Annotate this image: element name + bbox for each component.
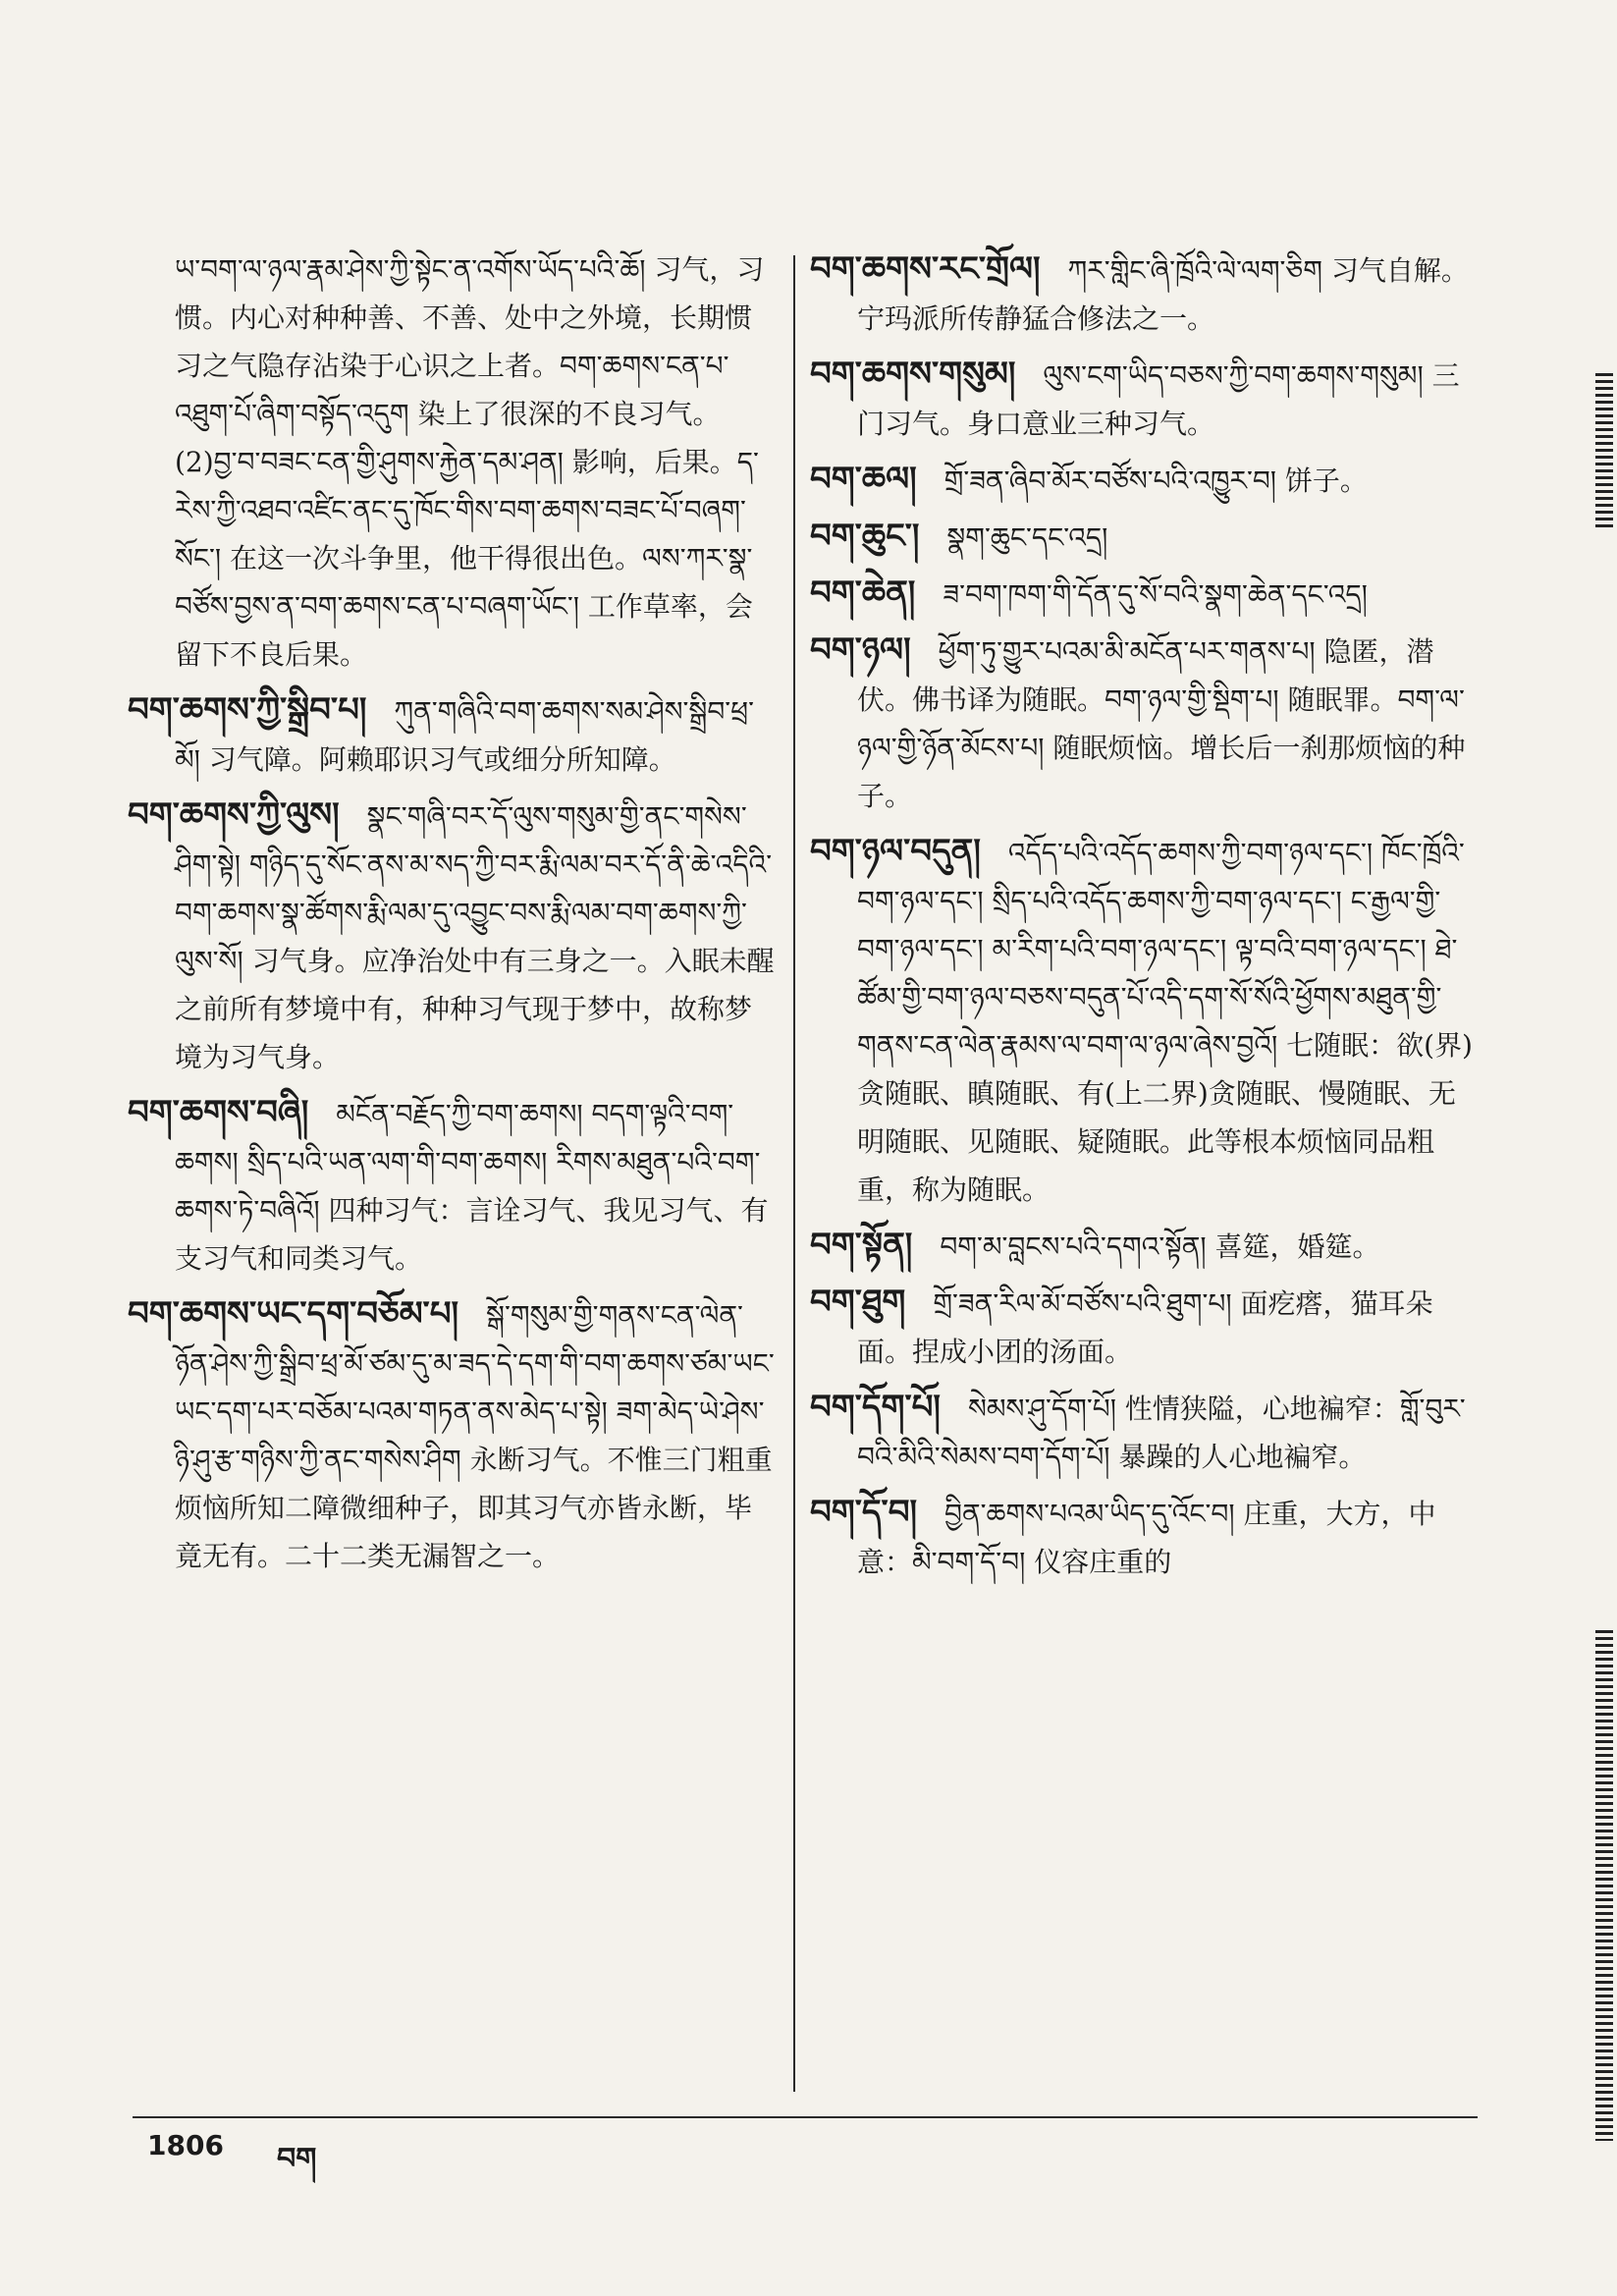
entry-headword: བག་ཆགས་བཞི། <box>128 1093 309 1132</box>
dictionary-entry <box>128 792 776 1081</box>
dictionary-entry <box>128 1290 776 1580</box>
entry-headword: བག་ཆགས་ཡང་དག་བཅོམ་པ། <box>128 1294 459 1334</box>
dictionary-entry <box>810 1222 1478 1271</box>
dictionary-entry <box>810 1279 1478 1376</box>
dictionary-entry <box>810 627 1478 820</box>
scan-margin-marks <box>1578 0 1617 2296</box>
dictionary-entry <box>128 686 776 784</box>
entry-definition: སྣག་ཆུང་དང་འདྲ། <box>946 521 1108 554</box>
entry-headword: བག་དོག་པོ། <box>810 1388 941 1427</box>
entry-headword: བག་ཉལ་བདུན། <box>810 832 981 871</box>
dictionary-entry <box>810 570 1478 619</box>
entry-definition: བག་མ་བླངས་པའི་དགའ་སྟོན། 喜筵，婚筵。 <box>940 1230 1380 1263</box>
dictionary-entry <box>810 1384 1478 1481</box>
entry-definition: མངོན་བརྗོད་ཀྱི་བག་ཆགས། བདག་ལྟའི་བག་ཆགས། སྲིད་པའི་ཡན་ལག་གི་བག་ཆགས། རིགས་མཐུན་པའི་བག་ཆགས་ཏེ་བཞིའོ། 四种习气：言诠习气、我见习气、有支习气和同类习气。 <box>175 1098 769 1275</box>
dictionary-entry <box>810 456 1478 505</box>
entry-headword: བག་ཆལ། <box>810 460 917 499</box>
entry-headword: བག་ཐུག <box>810 1283 906 1322</box>
entry-headword: བག་སྟོན། <box>810 1226 913 1265</box>
right-column <box>810 246 1478 1594</box>
entry-definition: གྲོ་ཟན་རིལ་མོ་བཙོས་པའི་ཐུག་པ། 面疙瘩，猫耳朵面。捏成小团的汤面。 <box>857 1287 1433 1368</box>
entry-definition: གྲོ་ཟན་ཞིབ་མོར་བཙོས་པའི་འཁྱུར་བ། 饼子。 <box>943 465 1368 497</box>
entry-headword: བག་ཆེན། <box>810 574 916 613</box>
dictionary-entry <box>810 246 1478 343</box>
entry-definition: ཀུན་གཞིའི་བག་ཆགས་སམ་ཤེས་སྒྲིབ་ཕྲ་མོ། 习气障。阿赖耶识习气或细分所知障。 <box>175 695 754 776</box>
entry-definition: ཟ་བག་ཁག་གི་དོན་དུ་སོ་བའི་སྣག་ཆེན་དང་འདྲ། <box>943 578 1368 611</box>
entry-headword: བག་ཆགས་ཀྱི་ལུས། <box>128 795 340 835</box>
entry-headword: བག་ཆུང་། <box>810 517 920 556</box>
entry-definition: འདོད་པའི་འདོད་ཆགས་ཀྱི་བག་ཉལ་དང་། ཁོང་ཁྲོའི་བག་ཉལ་དང་། སྲིད་པའི་འདོད་ཆགས་ཀྱི་བག་ཉལ་དང་། ང་རྒྱལ་གྱི་བག་ཉལ་དང་། མ་རིག་པའི་བག་ཉལ་དང་། ལྟ་བའི་བག་ཉལ་དང་། ཐེ་ཚོམ་གྱི་བག་ཉལ་བཅས་བདུན་པོ་འདི་དག་སོ་སོའི་ཕྱོགས་མཐུན་གྱི་གནས་ངན་ལེན་རྣམས་ལ་བག་ལ་ཉལ་ཞེས་བྱའོ། 七随眠：欲(界)贪随眠、瞋随眠、有(上二界)贪随眠、慢随眠、无明随眠、见随眠、疑随眠。此等根本烦恼同品粗重，称为随眠。 <box>857 837 1473 1206</box>
entry-definition: སེམས་ཤུ་དོག་པོ། 性情狭隘，心地褊窄：གློ་བུར་བའི་མིའི་སེམས་བག་དོག་པོ། 暴躁的人心地褊窄。 <box>857 1393 1466 1473</box>
entry-headword: བག་ཆགས་གསུམ། <box>810 355 1016 394</box>
entry-definition: ལུས་ངག་ཡིད་བཅས་ཀྱི་བག་ཆགས་གསུམ། 三门习气。身口意业三种习气。 <box>857 359 1460 440</box>
entry-definition: སྒོ་གསུམ་གྱི་གནས་ངན་ལེན་ཉོན་ཤེས་ཀྱི་སྒྲིབ་ཕྲ་མོ་ཙམ་དུ་མ་ཟད་དེ་དག་གི་བག་ཆགས་ཙམ་ཡང་ཡང་དག་པར་བཅོམ་པའམ་གཏན་ནས་མེད་པ་སྟེ། ཟག་མེད་ཡེ་ཤེས་ཉི་ཤུ་རྩ་གཉིས་ཀྱི་ནང་གསེས་ཤིག 永断习气。不惟三门粗重烦恼所知二障微细种子，即其习气亦皆永断，毕竟无有。二十二类无漏智之一。 <box>175 1299 775 1572</box>
dictionary-entry <box>175 246 776 679</box>
entry-headword: བག་ཆགས་ཀྱི་སྒྲིབ་པ། <box>128 690 367 730</box>
column-divider <box>793 255 795 2092</box>
entry-definition: བྱིན་ཆགས་པའམ་ཡིད་དུ་འོང་བ། 庄重，大方，中意：མི་བག་དོ་བ། 仪容庄重的 <box>857 1498 1436 1578</box>
entry-headword: བག་ཉལ། <box>810 630 911 670</box>
footer-rule <box>133 2116 1478 2118</box>
entry-definition: སྣང་གཞི་བར་དོ་ལུས་གསུམ་གྱི་ནང་གསེས་ཤིག་སྟེ། གཉིད་དུ་སོང་ནས་མ་སད་ཀྱི་བར་རྨི་ལམ་བར་དོ་ནི་ཆེ་འདིའི་བག་ཆགས་སྣ་ཚོགས་རྨི་ལམ་དུ་འབྱུང་བས་རྨི་ལམ་བག་ཆགས་ཀྱི་ལུས་སོ། 习气身。应净治处中有三身之一。入眠未醒之前所有梦境中有，种种习气现于梦中，故称梦境为习气身。 <box>175 800 775 1073</box>
entry-headword: བག་ཆགས་རང་གྲོལ། <box>810 249 1041 289</box>
entry-definition: ཡ་བག་ལ་ཉལ་རྣམ་ཤེས་ཀྱི་སྟེང་ན་འགོས་ཡོད་པའི་ཆོ། 习气，习惯。内心对种种善、不善、处中之外境，长期惯习之气隐存沾染于心识之上者。བག་ཆགས་ངན་པ་འཐུག་པོ་ཞིག་བསྟོད་འདུག 染上了很深的不良习气。(2)བྱ་བ་བཟང་ངན་གྱི་ཤུགས་རྐྱེན་དམ་ཤན། 影响，后果。ད་རེས་ཀྱི་འཐབ་འཛིང་ནང་དུ་ཁོང་གིས་བག་ཆགས་བཟང་པོ་བཞག་སོང་། 在这一次斗争里，他干得很出色。ལས་ཀར་སྣ་བཙོས་བྱས་ན་བག་ཆགས་ངན་པ་བཞག་ཡོང་། 工作草率，会留下不良后果。 <box>175 253 765 671</box>
entry-definition: ཕྱོག་ཏུ་གྱུར་པའམ་མི་མངོན་པར་གནས་པ། 隐匿，潜伏。佛书译为随眠。བག་ཉལ་གྱི་སྡིག་པ། 随眠罪。བག་ལ་ཉལ་གྱི་ཉོན་མོངས་པ། 随眠烦恼。增长后一刹那烦恼的种子。 <box>857 635 1466 812</box>
dictionary-entry <box>128 1089 776 1283</box>
dictionary-entry <box>810 828 1478 1214</box>
dictionary-entry <box>810 513 1478 562</box>
dictionary-entry <box>810 1489 1478 1586</box>
entry-headword: བག་དོ་བ། <box>810 1493 918 1532</box>
dictionary-entry <box>810 351 1478 448</box>
page-number: 1806 <box>147 2129 224 2161</box>
left-column <box>128 246 776 1588</box>
entry-definition: ཀར་གླིང་ཞི་ཁྲོའི་ལེ་ལག་ཅིག 习气自解。宁玛派所传静猛合修法之一。 <box>857 254 1469 335</box>
running-head: བག <box>277 2142 317 2176</box>
